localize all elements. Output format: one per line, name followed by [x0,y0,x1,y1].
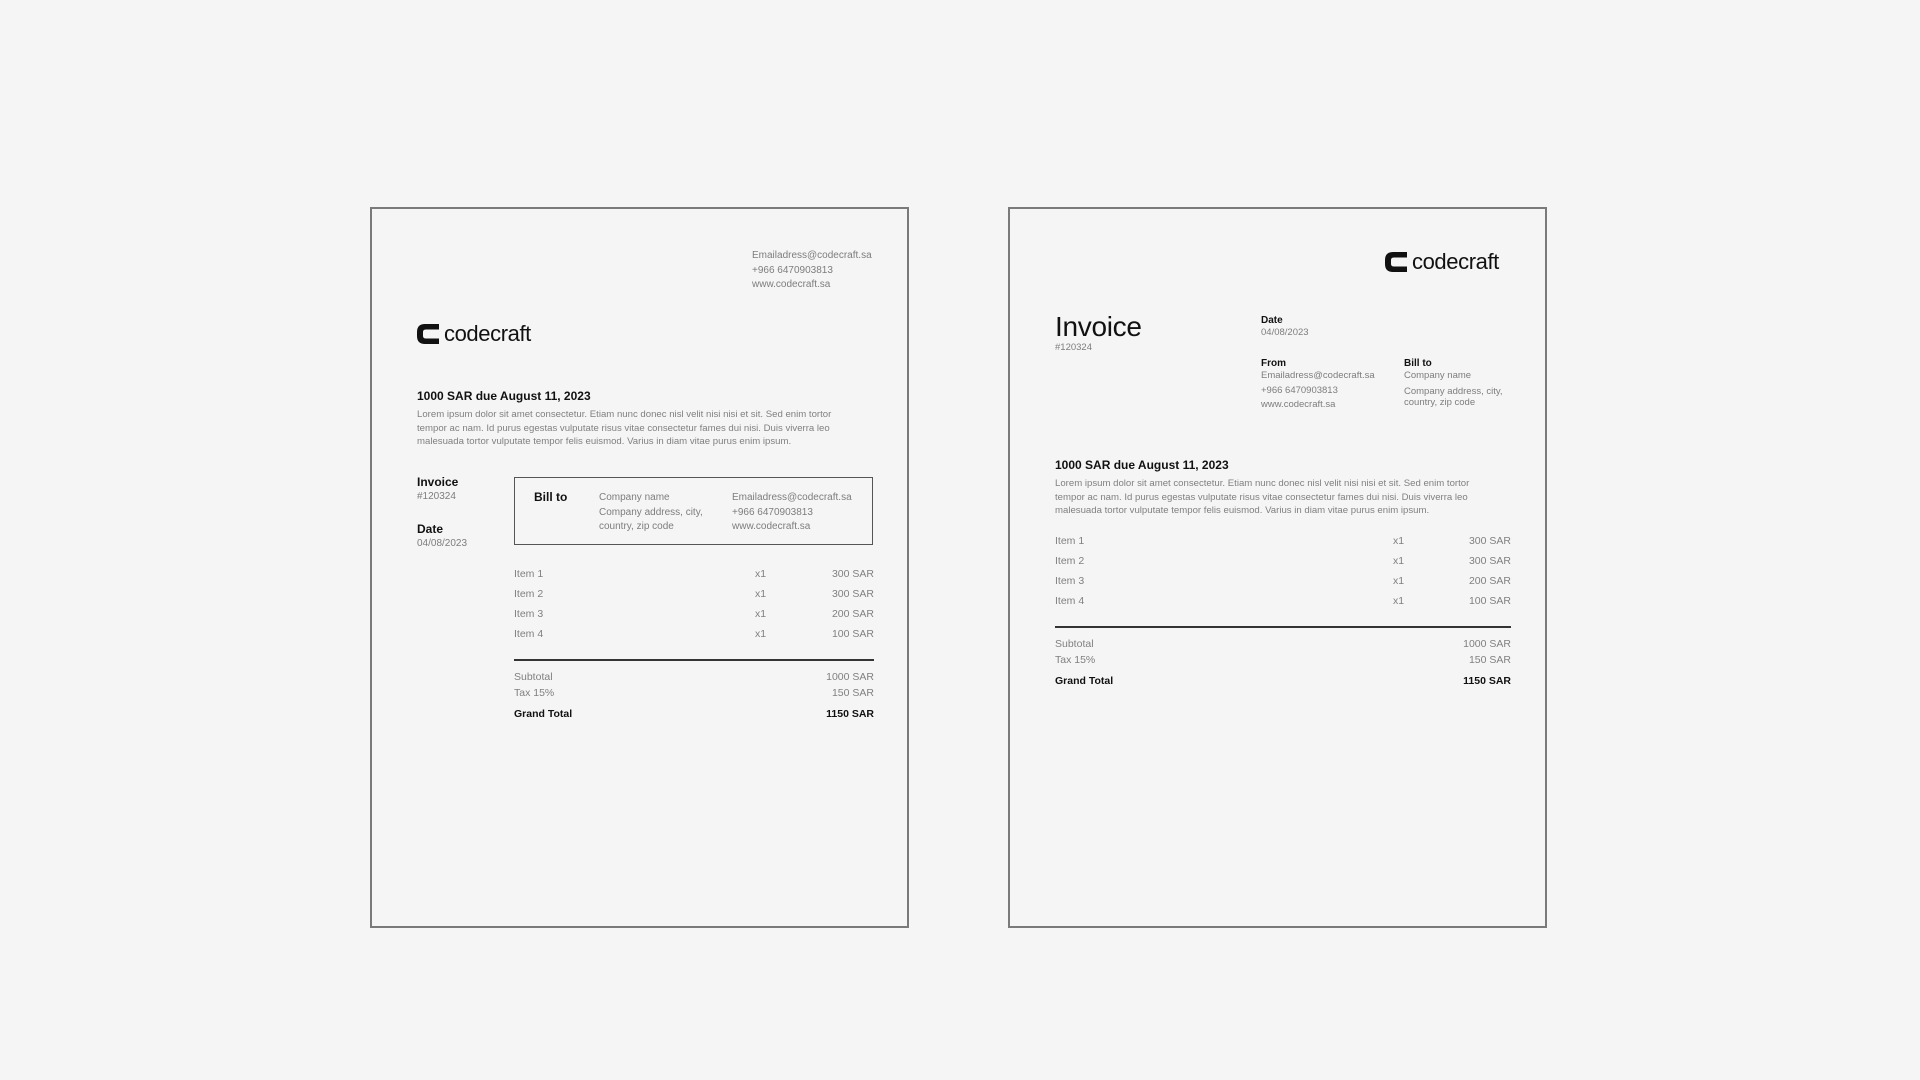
subtotal-value: 1000 SAR [826,671,874,683]
subtotal-label: Subtotal [1055,638,1094,650]
invoice-template-a [370,207,909,928]
table-row [514,568,874,582]
divider [514,659,874,661]
contact-phone: +966 6470903813 [732,506,813,518]
item-name: Item 4 [1055,595,1085,607]
item-qty: x1 [1393,575,1405,587]
summary-line: tempor ac nam. Id purus egestas vulputate risus vitae consectetur fames dui nisi. Duis viverra leo [417,422,830,434]
grand-total-value: 1150 SAR [1463,675,1511,687]
tax-row [1055,654,1511,668]
tax-value: 150 SAR [831,687,874,699]
contact-email: Emailadress@codecraft.sa [732,492,852,503]
invoice-header [1055,311,1142,356]
contact-website: www.codecraft.sa [1261,399,1336,410]
item-qty: x1 [1393,535,1405,547]
item-price: 300 SAR [1468,555,1511,567]
contact-website: www.codecraft.sa [732,521,811,532]
item-name: Item 2 [1055,555,1085,567]
codecraft-logo-icon [417,324,439,344]
table-row [1055,535,1511,549]
invoice-date: 04/08/2023 [417,537,468,549]
item-qty: x1 [755,568,767,580]
table-row [1055,595,1511,609]
from-label: From [1261,358,1286,369]
item-qty: x1 [755,608,767,620]
company-address: Company address, city, [599,506,703,518]
brand-logo [417,321,531,347]
table-row [1055,575,1511,589]
bill-to-block [1404,358,1503,409]
item-name: Item 1 [514,568,544,580]
divider [1055,626,1511,628]
brand-name: codecraft [1412,249,1499,274]
grand-total-row [514,708,874,722]
item-name: Item 2 [514,588,544,600]
company-address: Company address, city, [1404,385,1503,397]
tax-row [514,687,874,701]
item-price: 100 SAR [1468,595,1511,607]
company-name: Company name [1404,370,1472,381]
bill-to-contact [732,491,852,535]
bill-to-box [514,477,873,545]
summary-line: malesuada tortor vulputate tempor felis euismod. Varius in diam vitae purus enim ipsum. [417,436,792,447]
grand-total-value: 1150 SAR [826,708,874,720]
subtotal-row [1055,638,1511,652]
grand-total-row [1055,675,1511,689]
summary-line: Lorem ipsum dolor sit amet consectetur. Etiam nunc donec nisl velit nisi nisi et sit. Sed enim tortor [417,409,832,420]
table-row [514,588,874,602]
invoice-title: Invoice [1055,311,1142,342]
bill-to-label: Bill to [1404,358,1432,369]
invoice-date: 04/08/2023 [1261,327,1309,338]
item-qty: x1 [1393,555,1405,567]
contact-email: Emailadress@codecraft.sa [1261,370,1375,381]
contact-block [752,249,872,293]
contact-phone: +966 6470903813 [1261,384,1338,396]
summary-line: tempor ac nam. Id purus egestas vulputate risus vitae consectetur fames dui nisi. Duis viverra leo [1055,491,1468,503]
from-block [1261,358,1375,413]
subtotal-label: Subtotal [514,671,553,683]
item-price: 100 SAR [831,628,874,640]
contact-website: www.codecraft.sa [752,279,831,290]
brand-name: codecraft [444,321,531,346]
company-address: country, zip code [1404,397,1476,408]
table-row [514,628,874,642]
summary-text [417,408,877,449]
item-qty: x1 [755,588,767,600]
due-heading: 1000 SAR due August 11, 2023 [1055,458,1229,472]
bill-to-label: Bill to [534,490,568,504]
codecraft-logo-icon [1385,252,1407,272]
brand-logo [1385,249,1499,275]
invoice-number: #120324 [417,491,456,502]
table-row [1055,555,1511,569]
item-name: Item 3 [514,608,544,620]
company-address: country, zip code [599,521,674,532]
due-heading: 1000 SAR due August 11, 2023 [417,389,591,403]
bill-to-address [599,491,703,535]
subtotal-value: 1000 SAR [1463,638,1511,650]
company-name: Company name [599,492,670,503]
table-row [514,608,874,622]
subtotal-row [514,671,874,685]
contact-phone: +966 6470903813 [752,264,833,276]
item-price: 200 SAR [1468,575,1511,587]
date-label: Date [1261,315,1283,326]
grand-total-label: Grand Total [1055,675,1114,687]
item-name: Item 4 [514,628,544,640]
grand-total-label: Grand Total [514,708,573,720]
item-price: 300 SAR [831,568,874,580]
contact-email: Emailadress@codecraft.sa [752,250,872,261]
date-block [1261,315,1309,341]
tax-value: 150 SAR [1468,654,1511,666]
item-qty: x1 [755,628,767,640]
invoice-meta [417,475,467,551]
item-qty: x1 [1393,595,1405,607]
item-price: 300 SAR [1468,535,1511,547]
item-name: Item 1 [1055,535,1085,547]
tax-label: Tax 15% [514,687,555,699]
tax-label: Tax 15% [1055,654,1096,666]
invoice-title: Invoice [417,475,459,489]
date-label: Date [417,521,444,536]
summary-line: Lorem ipsum dolor sit amet consectetur. Etiam nunc donec nisl velit nisi nisi et sit. Sed enim tortor [1055,478,1470,489]
item-name: Item 3 [1055,575,1085,587]
invoice-number: #120324 [1055,342,1092,353]
invoice-template-b [1008,207,1547,928]
summary-line: malesuada tortor vulputate tempor felis euismod. Varius in diam vitae purus enim ipsum. [1055,505,1430,516]
item-price: 300 SAR [831,588,874,600]
summary-text [1055,477,1515,518]
item-price: 200 SAR [831,608,874,620]
